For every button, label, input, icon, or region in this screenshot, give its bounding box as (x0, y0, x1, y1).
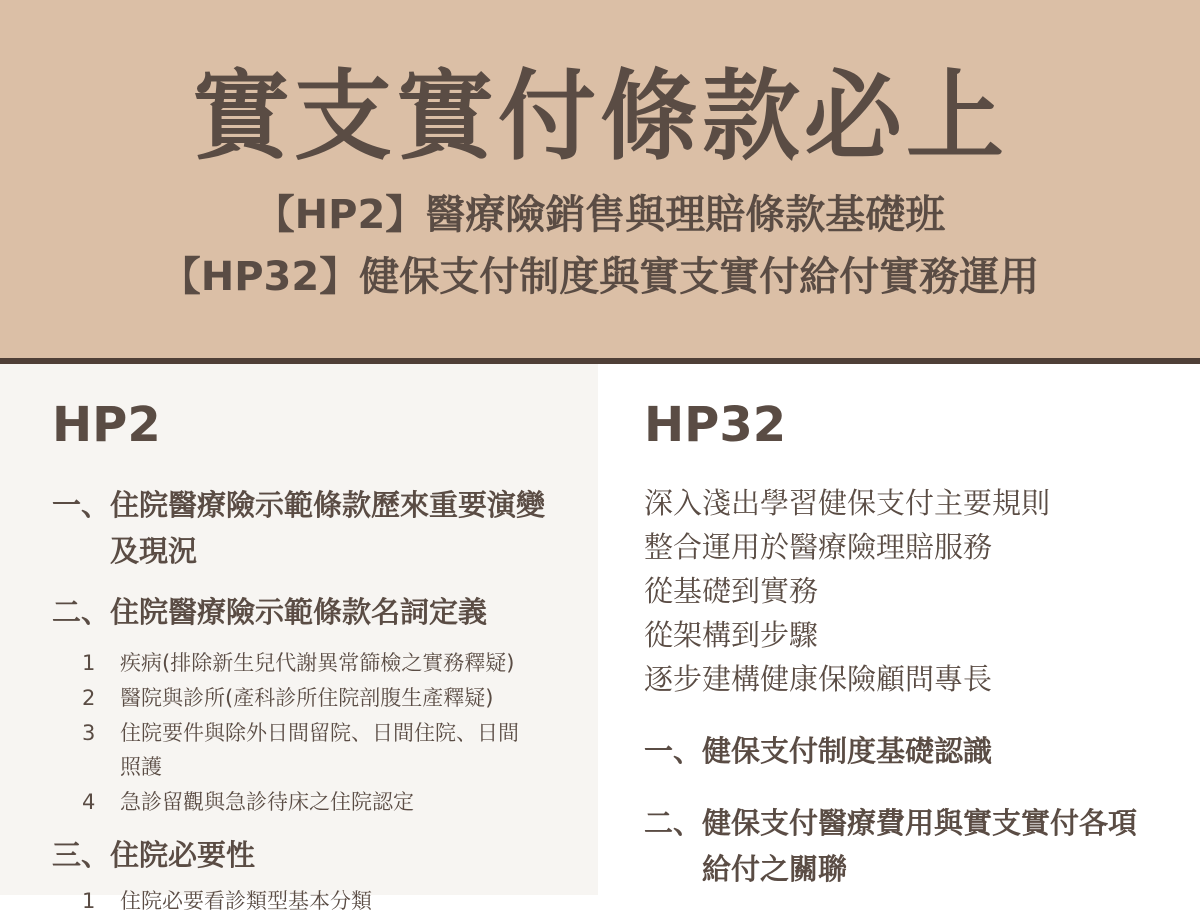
list-item (82, 884, 562, 918)
page-title: 實支實付條款必上 (191, 60, 1008, 174)
list-item (82, 785, 562, 819)
hp2-heading: HP2 (52, 397, 161, 453)
item-text: 疾病(排除新生兒代謝異常篩檢之實務釋疑) (120, 651, 515, 675)
hp2-definition-list (82, 646, 562, 820)
hp32-column (598, 364, 1200, 895)
item-number: 1 (82, 651, 96, 675)
intro-line: 從架構到步驟 (644, 618, 819, 652)
list-item (82, 681, 562, 715)
item-text: 住院必要看診類型基本分類 (120, 889, 372, 913)
section-number: 三、 (52, 838, 111, 872)
hp32-section-1 (644, 728, 1144, 774)
intro-line: 深入淺出學習健保支付主要規則 (644, 486, 1051, 520)
section-title: 健保支付醫療費用與實支實付各項給付之關聯 (702, 806, 1138, 886)
intro-line: 逐步建構健康保險顧問專長 (644, 662, 993, 696)
section-number: 二、 (52, 595, 111, 629)
hp2-column (0, 364, 598, 913)
course-subtitle-hp2: 【HP2】醫療險銷售與理賠條款基礎班 (254, 192, 946, 238)
hp32-section-2 (644, 800, 1144, 892)
hp32-heading: HP32 (644, 397, 787, 453)
item-number: 1 (82, 889, 96, 913)
item-text: 住院要件與除外日間留院、日間住院、日間照護 (120, 721, 519, 779)
section-title: 住院醫療險示範條款名詞定義 (110, 595, 488, 629)
course-subtitle-hp32: 【HP32】健保支付制度與實支實付給付實務運用 (160, 254, 1040, 300)
section-number: 二、 (644, 806, 703, 840)
list-item (82, 646, 562, 680)
list-item (82, 716, 522, 784)
hp2-necessity-list (82, 884, 562, 919)
section-number: 一、 (52, 488, 111, 522)
item-text: 醫院與診所(產科診所住院剖腹生產釋疑) (120, 686, 494, 710)
item-number: 3 (82, 721, 96, 745)
section-title: 住院必要性 (110, 838, 256, 872)
section-title: 住院醫療險示範條款歷來重要演變及現況 (110, 488, 546, 568)
intro-line: 整合運用於醫療險理賠服務 (644, 530, 993, 564)
header-banner (0, 0, 1200, 358)
hp2-section-1 (52, 482, 562, 574)
section-title: 健保支付制度基礎認識 (702, 734, 993, 768)
intro-line: 從基礎到實務 (644, 574, 819, 608)
section-number: 一、 (644, 734, 703, 768)
item-text: 急診留觀與急診待床之住院認定 (120, 790, 414, 814)
hp32-intro (644, 481, 1164, 701)
item-number: 4 (82, 790, 96, 814)
item-number: 2 (82, 686, 96, 710)
hp2-section-2 (52, 589, 562, 635)
hp2-section-3 (52, 832, 562, 878)
